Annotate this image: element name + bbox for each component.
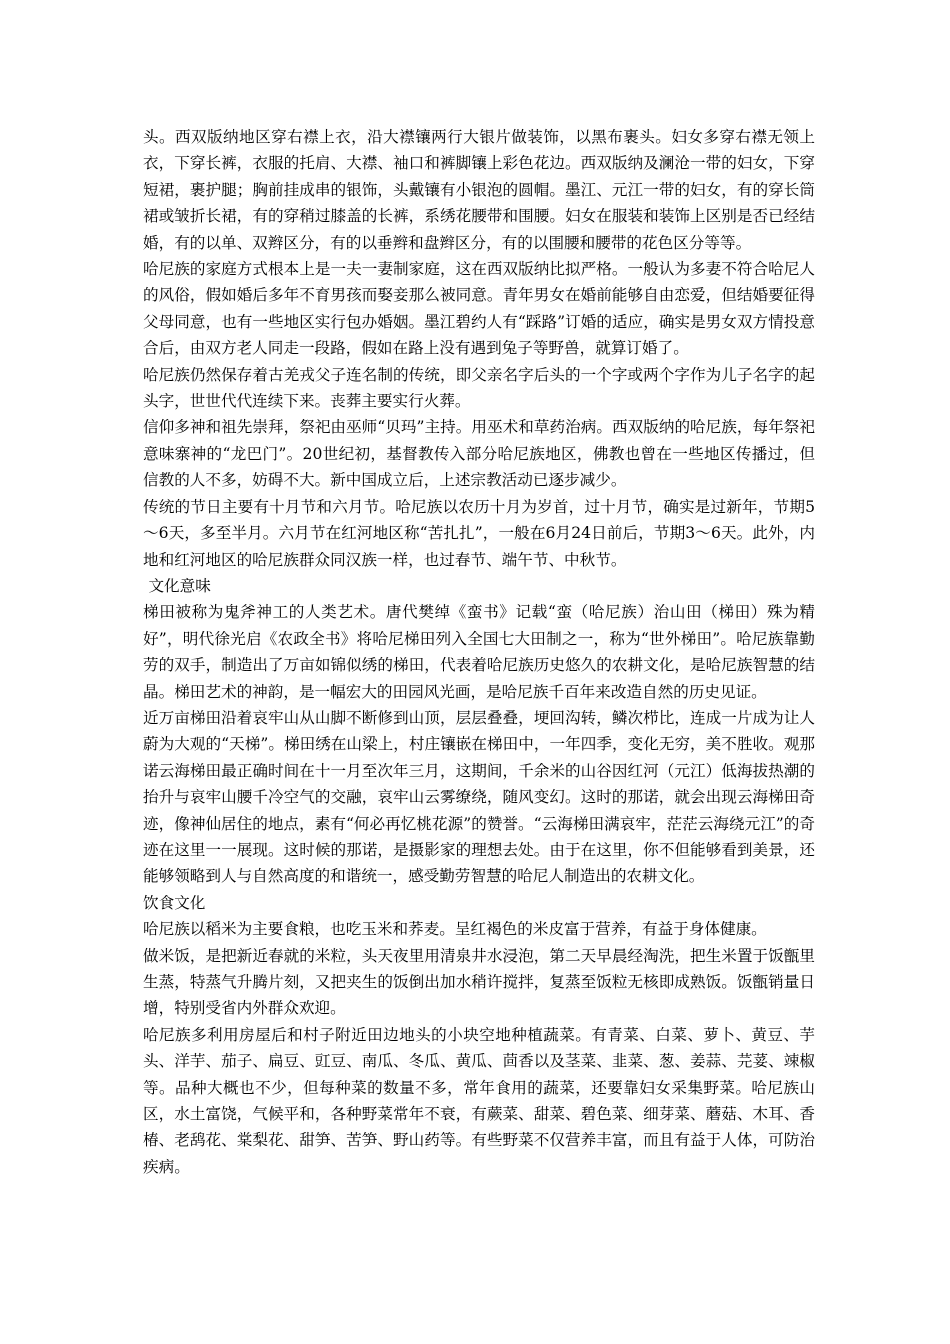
paragraph-rice-cooking: 做米饭，是把新近春就的米粒，头天夜里用清泉井水浸泡，第二天早晨经淘洗，把生米置于饭甑里生蒸，特蒸气升腾片刻，又把夹生的饭倒出加水稍许搅拌，复蒸至饭粒无核即成熟饭。饭甑销量日增，特别受省内外群众欢迎。 [143, 946, 815, 1018]
paragraph-staple-food: 哈尼族以稻米为主要食粮，也吃玉米和荞麦。呈红褐色的米皮富于营养，有益于身体健康。 [143, 920, 767, 939]
section-heading-food: 饮食文化 [143, 893, 206, 912]
paragraph-terraces-scenery: 近万亩梯田沿着哀牢山从山脚不断修到山顶，层层叠叠，埂回沟转，鳞次栉比，连成一片成为让人蔚为大观的“天梯”。梯田绣在山梁上，村庄镶嵌在梯田中，一年四季，变化无穷，美不胜收。观那诺云海梯田最正确时间在十一月至次年三月，这期间，千余米的山谷因红河（元江）低海拔热潮的抬升与哀牢山腰千冷空气的交融，哀牢山云雾缭绕，随风变幻。这时的那诺，就会出现云海梯田奇迹，像神仙居住的地点，素有“何必再忆桃花源”的赞誉。“云海梯田满哀牢，茫茫云海绕元江”的奇迹在这里一一展现。这时候的那诺，是摄影家的理想去处。由于在这里，你不但能够看到美景，还能够领略到人与自然高度的和谐统一，感受勤劳智慧的哈尼人制造出的农耕文化。 [143, 708, 815, 886]
paragraph-naming: 哈尼族仍然保存着古羌戎父子连名制的传统，即父亲名字后头的一个字或两个字作为儿子名字的起头字，世世代代连续下来。丧葬主要实行火葬。 [143, 365, 815, 411]
paragraph-vegetables: 哈尼族多利用房屋后和村子附近田边地头的小块空地种植蔬菜。有青菜、白菜、萝卜、黄豆、芋头、洋芋、茄子、扁豆、豇豆、南瓜、冬瓜、黄瓜、茴香以及茎菜、韭菜、葱、姜蒜、芫荽、竦椒等。品种大概也不少，但每种菜的数量不多，常年食用的蔬菜，还要靠妇女采集野菜。哈尼族山区，水土富饶，气候平和，各种野菜常年不衰，有蕨菜、甜菜、碧色菜、细芽菜、蘑菇、木耳、香椿、老鸹花、棠梨花、甜笋、苦笋、野山药等。有些野菜不仅营养丰富，而且有益于人体，可防治疾病。 [143, 1025, 815, 1176]
section-heading-culture: 文化意味 [148, 576, 211, 595]
paragraph-festivals: 传统的节日主要有十月节和六月节。哈尼族以农历十月为岁首，过十月节，确实是过新年，节期5～6天，多至半月。六月节在红河地区称“苦扎扎”，一般在6月24日前后，节期3～6天。此外，内地和红河地区的哈尼族群众同汉族一样，也过春节、端午节、中秋节。 [143, 497, 815, 569]
paragraph-marriage: 哈尼族的家庭方式根本上是一夫一妻制家庭，这在西双版纳比拟严格。一般认为多妻不符合哈尼人的风俗，假如婚后多年不育男孩而娶妾那么被同意。青年男女在婚前能够自由恋爱，但结婚要征得父母同意，也有一些地区实行包办婚姻。墨江碧约人有“踩路”订婚的适应，确实是男女双方情投意合后，由双方老人同走一段路，假如在路上没有遇到兔子等野兽，就算订婚了。 [143, 260, 815, 358]
document-body [143, 124, 815, 1180]
paragraph-clothing: 头。西双版纳地区穿右襟上衣，沿大襟镶两行大银片做装饰，以黑布裹头。妇女多穿右襟无领上衣，下穿长裤，衣服的托肩、大襟、袖口和裤脚镶上彩色花边。西双版纳及澜沧一带的妇女，下穿短裙，裹护腿；胸前挂成串的银饰，头戴镶有小银泡的圆帽。墨江、元江一带的妇女，有的穿长筒裙或皱折长裙，有的穿稍过膝盖的长裤，系绣花腰带和围腰。妇女在服装和装饰上区别是否已经结婚，有的以单、双辫区分，有的以垂辫和盘辫区分，有的以围腰和腰带的花色区分等等。 [143, 128, 815, 252]
paragraph-religion: 信仰多神和祖先崇拜，祭祀由巫师“贝玛”主持。用巫术和草药治病。西双版纳的哈尼族，每年祭祀意味寨神的“龙巴门”。20世纪初，基督教传入部分哈尼族地区，佛教也曾在一些地区传播过，但信教的人不多，妨碍不大。新中国成立后，上述宗教活动已逐步减少。 [143, 418, 815, 490]
paragraph-terraces-history: 梯田被称为鬼斧神工的人类艺术。唐代樊绰《蛮书》记载“蛮（哈尼族）治山田（梯田）殊为精好”，明代徐光启《农政全书》将哈尼梯田列入全国七大田制之一，称为“世外梯田”。哈尼族靠勤劳的双手，制造出了万亩如锦似绣的梯田，代表着哈尼族历史悠久的农耕文化，是哈尼族智慧的结晶。梯田艺术的神韵，是一幅宏大的田园风光画，是哈尼族千百年来改造自然的历史见证。 [143, 603, 815, 701]
